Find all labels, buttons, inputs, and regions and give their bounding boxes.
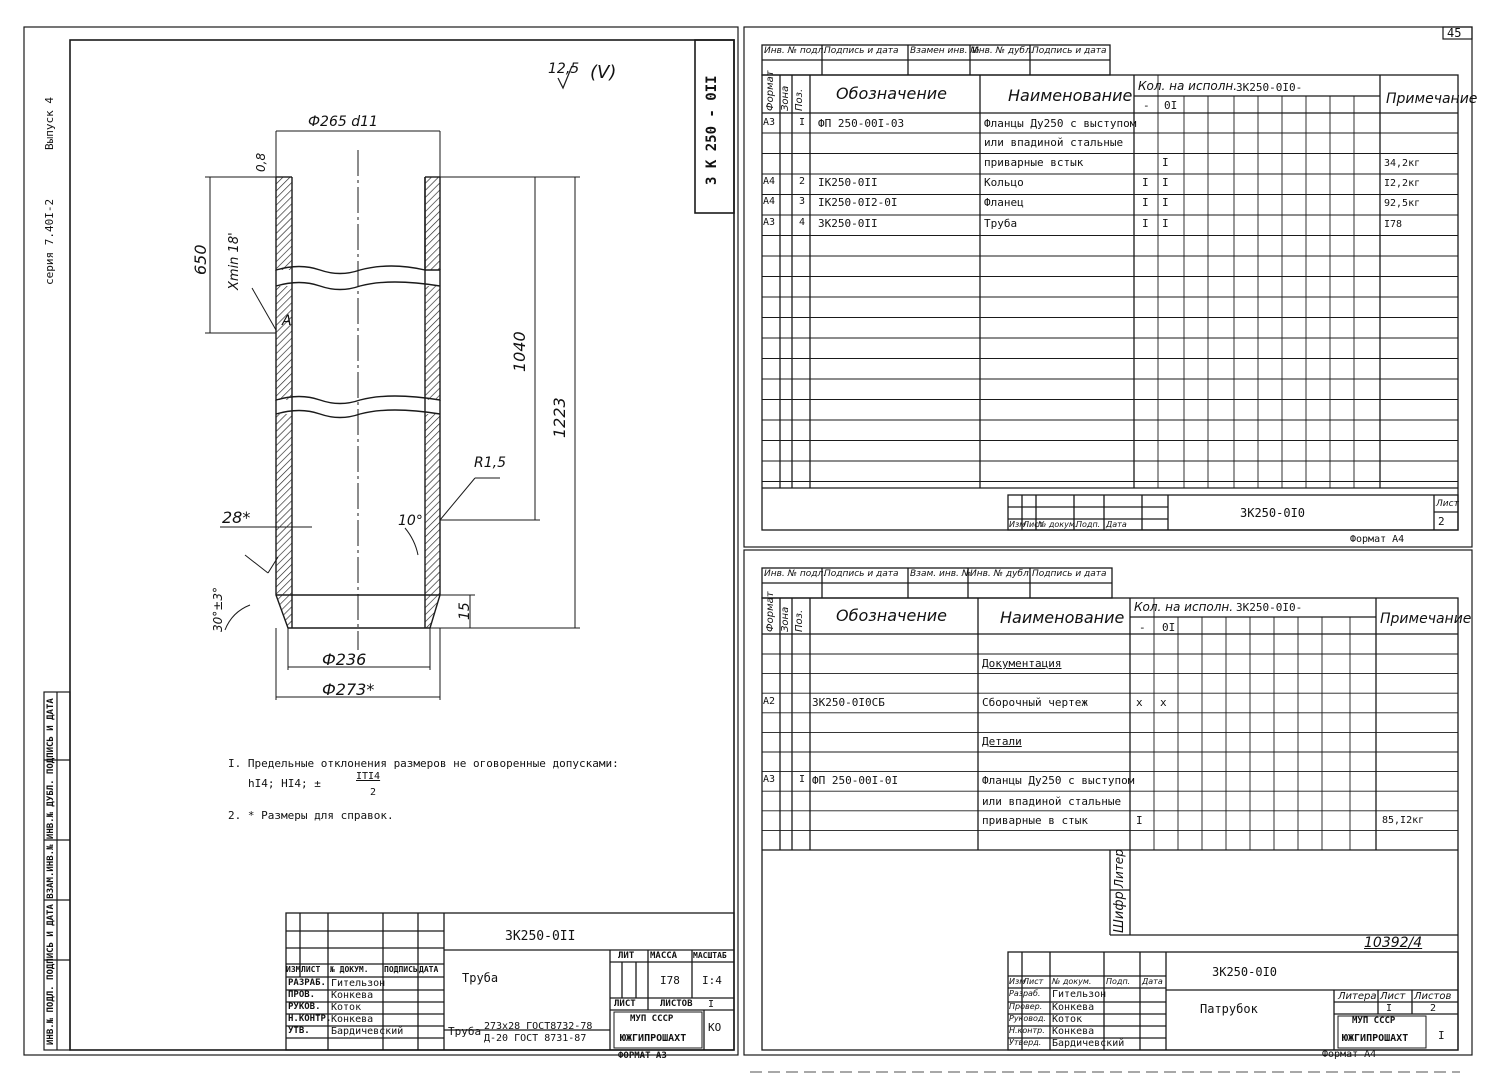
spec-bottom-sheet-label: Лист <box>1380 991 1406 1002</box>
spec-bottom-h-pos: Поз. <box>794 609 805 632</box>
spec-top-cell-pos: 4 <box>799 217 806 228</box>
note-1-numerator: ITI4 <box>356 771 381 782</box>
spec-top-stamp-col: Подп. <box>1076 520 1101 529</box>
left-stamp-col: ПОДПИСЬ <box>384 965 418 974</box>
spec-bottom-cell-name: Фланцы Ду250 с выступом <box>982 774 1135 787</box>
spec-top-cell-designation: ФП 250-00I-03 <box>818 117 905 130</box>
spec-bottom-code: 3К250-0I0 <box>1212 965 1278 979</box>
spec-top-cell-name: Труба <box>984 217 1018 230</box>
spec-bottom-side-litera: Литер <box>1112 849 1126 888</box>
spec-bottom-stamp-col: Лист <box>1023 977 1044 986</box>
spec-bottom-role: Утверд. <box>1009 1038 1042 1047</box>
spec-top-h-dash: - <box>1143 99 1150 112</box>
spec-top-cell-note: I78 <box>1384 219 1403 230</box>
spec-top-h-format: Формат <box>765 70 776 111</box>
left-stamp-person: Коток <box>331 1002 362 1013</box>
spec-bottom-cell-format: А3 <box>763 774 776 785</box>
spec-top-cell-format: А4 <box>763 196 776 207</box>
spec-top-cell-pos: 2 <box>799 176 806 187</box>
dim-30deg: 30°±3° <box>211 587 225 632</box>
spec-top-cell-pos: I <box>799 117 806 128</box>
left-format: ФОРМАТ А3 <box>618 1051 667 1061</box>
spec-top-cell-pos: 3 <box>799 196 806 207</box>
spec-top-h-variant: 3К250-0I0- <box>1236 81 1303 94</box>
spec-top-stamp-col: Лист <box>1023 520 1044 529</box>
spec-bottom-cell-qty1: х <box>1136 696 1143 709</box>
left-org-3: КО <box>708 1021 722 1034</box>
page-number: 45 <box>1447 26 1462 40</box>
spec-bottom-format: Формат А4 <box>1322 1049 1377 1060</box>
spec-bottom-grid <box>762 598 1458 850</box>
left-stamp-person: Бардичевский <box>331 1026 404 1037</box>
dim-1223: 1223 <box>550 397 569 438</box>
left-sheet-label: ЛИСТ <box>614 999 636 1009</box>
right-top-sheet-border <box>744 27 1472 547</box>
left-title-code: 3К250-0II <box>505 929 576 944</box>
left-material-2: 273х28 ГОСТ8732-78 <box>484 1021 593 1032</box>
left-stamp-person: Конкева <box>331 990 374 1001</box>
left-stamp-role: УТВ. <box>288 1026 310 1036</box>
spec-top-cell-qty2: I <box>1162 156 1169 169</box>
spec-bottom-role: Руковод. <box>1009 1014 1046 1023</box>
spec-bottom-h-qty: Кол. на исполн. <box>1134 600 1234 614</box>
left-org-1: МУП СССР <box>630 1014 674 1024</box>
left-stamp-col: ИЗМ <box>286 965 301 974</box>
left-sheets: I <box>708 999 715 1010</box>
spec-bottom-cell-name: Сборочный чертеж <box>982 696 1088 709</box>
spec-bottom-cell-pos: I <box>799 774 806 785</box>
spec-bottom-litera-label: Литера <box>1338 991 1377 1002</box>
spec-bottom-cell-designation: 3К250-0I0СБ <box>812 696 885 709</box>
spec-top-stamp-cell: Взамен инв. № <box>910 46 980 56</box>
spec-bottom-cell-name: Детали <box>982 735 1022 748</box>
note-2: 2. * Размеры для справок. <box>228 809 394 822</box>
spec-top-sheet: 2 <box>1438 515 1445 528</box>
spec-bottom-handnum: 10392/4 <box>1364 935 1423 951</box>
spec-top-sheet-label: Лист <box>1436 499 1459 509</box>
spec-top-cell-qty2: I <box>1162 176 1169 189</box>
spec-top-stamp-col: Дата <box>1106 520 1127 529</box>
left-stamp-role: ПРОВ. <box>288 990 316 1000</box>
left-stamp-person: Конкева <box>331 1014 374 1025</box>
spec-bottom-h-variant: 3К250-0I0- <box>1236 601 1303 614</box>
left-stamp-header: ИНВ.№ ПОДЛ. ПОДПИСЬ И ДАТА ВЗАМ.ИНВ.№ ИНВ.№ ДУБЛ. ПОДПИСЬ И ДАТА <box>46 698 56 1045</box>
spec-bottom-cell-name: или впадиной стальные <box>982 795 1122 808</box>
spec-bottom-name: Патрубок <box>1200 1002 1258 1016</box>
spec-bottom-h-note: Примечание <box>1380 611 1472 627</box>
spec-bottom-org-3: I <box>1438 1029 1445 1042</box>
left-mass-label: МАССА <box>650 951 678 961</box>
spec-top-h-pos: Поз. <box>794 88 805 111</box>
spec-bottom-side-shifr: Шифр <box>1112 891 1127 933</box>
dim-xmin: Xmin 18' <box>227 232 242 290</box>
spec-top-cell-name: Кольцо <box>984 176 1024 189</box>
series-label: серия 7.40I-2 <box>43 198 56 285</box>
dim-d273: Ф273* <box>322 680 375 699</box>
spec-top-h-name: Наименование <box>1008 86 1133 105</box>
spec-top-stamp-cell: Инв. № подл. <box>764 46 827 56</box>
dim-a: A <box>282 313 292 329</box>
spec-bottom-org-1: МУП СССР <box>1352 1016 1396 1026</box>
spec-bottom-cell-name: Документация <box>982 657 1062 670</box>
spec-bottom-stamp-cell: Подпись и дата <box>824 569 899 579</box>
dim-28: 28* <box>222 508 251 527</box>
dim-r15: R1,5 <box>474 455 506 471</box>
left-stamp-role: РУКОВ. <box>288 1002 321 1012</box>
left-stamp-col: ДАТА <box>419 965 439 974</box>
spec-bottom-person: Конкева <box>1052 1002 1095 1013</box>
dim-650: 650 <box>191 244 210 275</box>
left-sheet-border <box>24 27 738 1055</box>
spec-top-cell-name: Фланец <box>984 196 1024 209</box>
spec-bottom-stamp-col: № докум. <box>1052 977 1092 986</box>
dim-10deg: 10° <box>398 513 423 529</box>
spec-top-cell-qty2: I <box>1162 217 1169 230</box>
note-1-denominator: 2 <box>370 787 377 798</box>
spec-bottom-role: Н.контр. <box>1009 1026 1045 1035</box>
spec-top-cell-note: 92,5кг <box>1384 198 1421 209</box>
left-stamp-role: РАЗРАБ. <box>288 978 326 988</box>
left-org-2: ЮЖГИПРОШАХТ <box>620 1033 687 1044</box>
spec-top-h-note: Примечание <box>1386 91 1478 107</box>
left-lit-label: ЛИТ <box>618 951 635 961</box>
dim-d236: Ф236 <box>322 650 367 669</box>
spec-bottom-cell-designation: ФП 250-00I-0I <box>812 774 899 787</box>
left-sheet-inner-frame <box>70 40 734 1050</box>
spec-bottom-stamp-col: Изм <box>1009 977 1026 986</box>
spec-bottom-sheets-label: Листов <box>1414 991 1452 1002</box>
spec-bottom-cell-note: 85,I2кг <box>1382 815 1425 826</box>
spec-top-stamp-col: № докум. <box>1038 520 1078 529</box>
dim-d265: Ф265 d11 <box>308 114 378 130</box>
spec-top-cell-qty1: I <box>1142 196 1149 209</box>
spec-bottom-org-2: ЮЖГИПРОШАХТ <box>1342 1033 1409 1044</box>
spec-bottom-h-designation: Обозначение <box>836 606 948 625</box>
spec-bottom-h-dash: - <box>1139 621 1146 634</box>
spec-top-cell-name: Фланцы Ду250 с выступом <box>984 117 1137 130</box>
left-stamp-col: ЛИСТ <box>301 965 321 974</box>
left-sheets-label: ЛИСТОВ <box>660 999 693 1009</box>
spec-top-h-01: 0I <box>1164 99 1178 112</box>
note-1-tolerances: hI4; HI4; ± <box>248 777 321 790</box>
spec-top-cell-designation: IК250-0II <box>818 176 878 189</box>
spec-top-cell-name: или впадиной стальные <box>984 136 1124 149</box>
spec-bottom-stamp-col: Дата <box>1142 977 1163 986</box>
roughness-mark: (V) <box>590 62 617 83</box>
spec-bottom-stamp-cell: Инв. № дубл. <box>970 569 1032 579</box>
spec-bottom-cell-name: приварные в стык <box>982 814 1088 827</box>
left-stamp-person: Гительзон <box>331 978 386 989</box>
left-scale: I:4 <box>702 974 722 987</box>
left-scale-label: МАСШТАБ <box>693 951 727 960</box>
spec-bottom-h-name: Наименование <box>1000 608 1125 627</box>
spec-bottom-person: Бардичевский <box>1052 1038 1125 1049</box>
spec-bottom-role: Провер. <box>1009 1002 1043 1011</box>
spec-top-stamp-cell: Подпись и дата <box>824 46 899 56</box>
left-stamp-col: № ДОКУМ. <box>330 965 369 974</box>
spec-top-cell-designation: IК250-0I2-0I <box>818 196 898 209</box>
spec-bottom-stamp-cell: Подпись и дата <box>1032 569 1107 579</box>
dim-1040: 1040 <box>510 331 529 372</box>
spec-top-h-designation: Обозначение <box>836 84 948 103</box>
spec-top-cell-format: А4 <box>763 176 776 187</box>
dim-15: 15 <box>457 602 473 620</box>
spec-top-cell-format: А3 <box>763 117 776 128</box>
spec-bottom-h-zone: Зона <box>780 606 791 632</box>
spec-top-cell-designation: 3К250-0II <box>818 217 878 230</box>
left-stamp-role: Н.КОНТР. <box>288 1014 332 1024</box>
issue-label: Выпуск 4 <box>43 97 56 150</box>
spec-top-cell-name: приварные встык <box>984 156 1084 169</box>
left-mass: I78 <box>660 974 680 987</box>
spec-bottom-cell-format: А2 <box>763 696 776 707</box>
spec-top-h-zone: Зона <box>780 85 791 111</box>
spec-top-stamp-col: Изм <box>1009 520 1026 529</box>
spec-bottom-cell-qty2: х <box>1160 696 1167 709</box>
spec-top-cell-format: А3 <box>763 217 776 228</box>
left-material-3: Д-20 ГОСТ 8731-87 <box>484 1033 587 1044</box>
spec-bottom-sheet: I <box>1386 1003 1393 1014</box>
spec-top-cell-note: I2,2кг <box>1384 178 1421 189</box>
spec-top-format: Формат А4 <box>1350 534 1405 545</box>
spec-bottom-stamp-cell: Взам. инв. № <box>910 569 972 579</box>
spec-bottom-h-format: Формат <box>765 591 776 632</box>
spec-top-cell-note: 34,2кг <box>1384 158 1421 169</box>
spec-bottom-sheets: 2 <box>1430 1003 1437 1014</box>
spec-top-stamp-cell: Инв. № дубл. <box>972 46 1034 56</box>
spec-bottom-role: Разраб. <box>1009 989 1041 998</box>
spec-bottom-h-01: 0I <box>1162 621 1176 634</box>
spec-bottom-stamp-col: Подп. <box>1106 977 1131 986</box>
spec-bottom-person: Гительзон <box>1052 989 1107 1000</box>
roughness-value: 12,5 <box>548 61 580 77</box>
spec-bottom-person: Коток <box>1052 1014 1083 1025</box>
note-1: I. Предельные отклонения размеров не оговоренные допусками: <box>228 757 619 770</box>
spec-top-h-qty: Кол. на исполн. <box>1138 79 1238 93</box>
dim-08: 0,8 <box>254 152 268 172</box>
spec-bottom-person: Конкева <box>1052 1026 1095 1037</box>
spec-top-cell-qty1: I <box>1142 217 1149 230</box>
spec-top-cell-qty2: I <box>1162 196 1169 209</box>
spec-top-cell-qty1: I <box>1142 176 1149 189</box>
left-title-name: Труба <box>462 971 499 985</box>
spec-bottom-cell-qty1: I <box>1136 814 1143 827</box>
drawing-code: 3 К 250 - 0II <box>704 75 720 185</box>
spec-top-code: 3К250-0I0 <box>1240 506 1306 520</box>
spec-top-stamp-cell: Подпись и дата <box>1032 46 1107 56</box>
left-material-1: Труба <box>448 1025 482 1038</box>
spec-bottom-stamp-cell: Инв. № подл. <box>764 569 827 579</box>
